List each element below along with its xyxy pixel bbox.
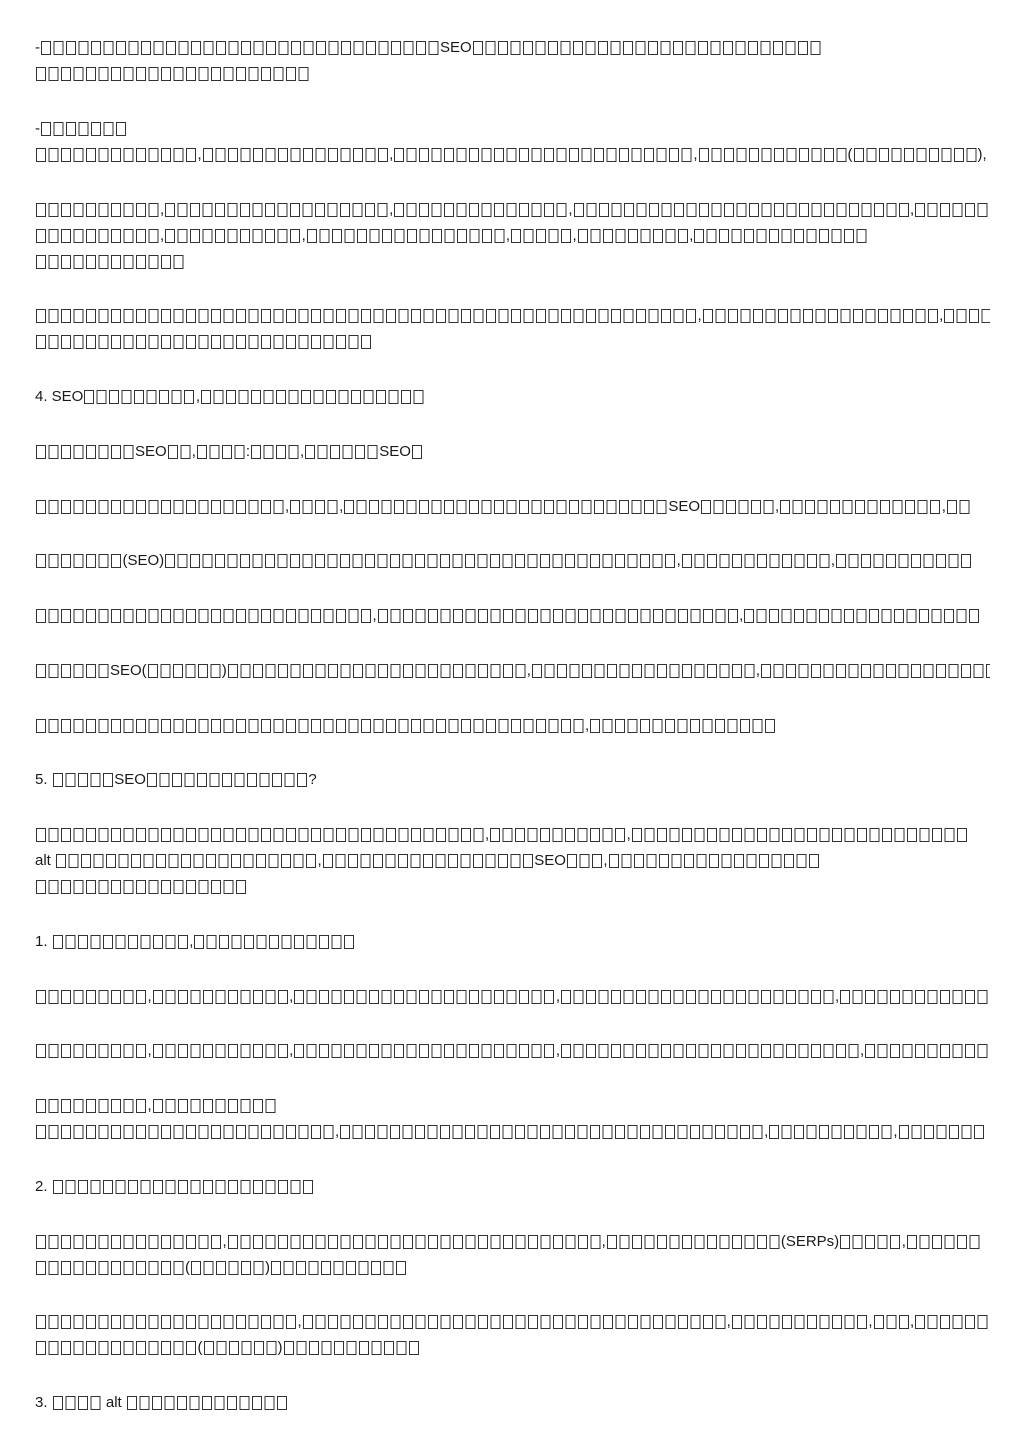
paragraph	[35, 822, 990, 900]
missing-glyph-run	[322, 848, 535, 874]
missing-glyph-run	[839, 984, 989, 1010]
missing-glyph-run	[147, 658, 222, 684]
missing-glyph-run	[608, 848, 821, 874]
text-line: 4. SEO ,	[35, 384, 990, 410]
missing-glyph-run	[52, 929, 190, 955]
paragraph	[35, 303, 990, 355]
missing-glyph-run	[393, 142, 693, 168]
missing-glyph-run	[606, 1229, 781, 1255]
missing-glyph-run	[152, 984, 290, 1010]
missing-glyph-run	[250, 439, 300, 465]
missing-glyph-run	[83, 384, 196, 410]
text-line: 3. alt	[35, 1390, 990, 1416]
missing-glyph-run	[377, 603, 740, 629]
text-line: , , , , ,	[35, 223, 990, 249]
text-line: , , , ( ),	[35, 142, 990, 168]
text-line: , , , ,	[35, 1309, 990, 1335]
missing-glyph-run	[573, 197, 911, 223]
text-line: 5. SEO ?	[35, 767, 990, 793]
missing-glyph-run	[270, 1255, 408, 1281]
missing-glyph-run	[681, 548, 831, 574]
missing-glyph-run	[914, 197, 989, 223]
missing-glyph-run	[566, 848, 604, 874]
missing-glyph-run	[35, 1038, 148, 1064]
missing-glyph-run	[768, 1119, 893, 1145]
missing-glyph-run	[289, 494, 339, 520]
missing-glyph-run	[693, 223, 868, 249]
paragraph	[35, 984, 990, 1010]
paragraph	[35, 1038, 990, 1064]
section-heading	[35, 1390, 990, 1416]
missing-glyph-run	[560, 1038, 860, 1064]
missing-glyph-run	[698, 142, 848, 168]
missing-glyph-run	[835, 548, 973, 574]
paragraph	[35, 658, 990, 684]
text-line: 2.	[35, 1174, 990, 1200]
missing-glyph-run	[35, 494, 285, 520]
text-line: ( )	[35, 1335, 990, 1361]
text-line: SEO , : , SEO	[35, 439, 990, 465]
missing-glyph-run	[489, 822, 627, 848]
missing-glyph-run	[898, 1119, 986, 1145]
missing-glyph-run	[35, 1335, 198, 1361]
missing-glyph-run	[35, 249, 185, 275]
missing-glyph-run	[35, 822, 485, 848]
missing-glyph-run	[35, 658, 110, 684]
missing-glyph-run	[35, 1093, 148, 1119]
missing-glyph-run	[873, 1309, 911, 1335]
text-line: , ,	[35, 303, 990, 329]
missing-glyph-run	[293, 1038, 556, 1064]
missing-glyph-run	[40, 116, 128, 142]
missing-glyph-run	[943, 303, 990, 329]
missing-glyph-run	[190, 1255, 265, 1281]
text-line: ,	[35, 713, 990, 739]
missing-glyph-run	[35, 874, 248, 900]
missing-glyph-run	[40, 35, 440, 61]
missing-glyph-run	[35, 713, 585, 739]
text-line: , , , ,	[35, 984, 990, 1010]
missing-glyph-run	[839, 1229, 902, 1255]
paragraph	[35, 35, 990, 87]
missing-glyph-run	[35, 1255, 185, 1281]
missing-glyph-run	[35, 329, 373, 355]
section-heading	[35, 1174, 990, 1200]
paragraph	[35, 197, 990, 275]
missing-glyph-run	[914, 1309, 989, 1335]
text-line: 1. ,	[35, 929, 990, 955]
missing-glyph-run	[35, 603, 373, 629]
text-line: , ,	[35, 603, 990, 629]
missing-glyph-run	[200, 384, 425, 410]
missing-glyph-run	[293, 984, 556, 1010]
missing-glyph-run	[411, 439, 424, 465]
paragraph	[35, 603, 990, 629]
text-line: ,	[35, 1093, 990, 1119]
missing-glyph-run	[304, 439, 379, 465]
missing-glyph-run	[510, 223, 573, 249]
missing-glyph-run	[193, 929, 356, 955]
missing-glyph-run	[227, 1229, 602, 1255]
missing-glyph-run	[152, 1038, 290, 1064]
missing-glyph-run	[35, 303, 698, 329]
missing-glyph-run	[164, 548, 677, 574]
missing-glyph-run	[393, 197, 568, 223]
missing-glyph-run	[164, 223, 302, 249]
missing-glyph-run	[589, 713, 777, 739]
missing-glyph-run	[35, 142, 198, 168]
paragraph	[35, 494, 990, 520]
missing-glyph-run	[55, 848, 318, 874]
missing-glyph-run	[35, 984, 148, 1010]
paragraph	[35, 1229, 990, 1281]
document-body	[35, 35, 990, 1445]
text-line	[35, 874, 990, 900]
paragraph	[35, 548, 990, 574]
missing-glyph-run	[743, 603, 981, 629]
text-line: , , (SERPs) ,	[35, 1229, 990, 1255]
missing-glyph-run	[227, 658, 527, 684]
missing-glyph-run	[853, 142, 978, 168]
missing-glyph-run	[700, 494, 775, 520]
text-line	[35, 61, 990, 87]
text-line: -	[35, 116, 990, 142]
text-line: , , , ,	[35, 1038, 990, 1064]
missing-glyph-run	[35, 1119, 335, 1145]
text-line	[35, 249, 990, 275]
missing-glyph-run	[52, 1174, 315, 1200]
missing-glyph-run	[343, 494, 668, 520]
missing-glyph-run	[577, 223, 690, 249]
missing-glyph-run	[196, 439, 246, 465]
section-heading	[35, 767, 990, 793]
missing-glyph-run	[531, 658, 756, 684]
missing-glyph-run	[702, 303, 940, 329]
paragraph	[35, 1309, 990, 1361]
missing-glyph-run	[779, 494, 942, 520]
section-heading	[35, 384, 990, 410]
missing-glyph-run	[35, 61, 310, 87]
missing-glyph-run	[472, 35, 822, 61]
missing-glyph-run	[202, 142, 390, 168]
text-line: , , SEO , ,	[35, 494, 990, 520]
text-line: , ,	[35, 822, 990, 848]
missing-glyph-run	[35, 197, 160, 223]
missing-glyph-run	[906, 1229, 981, 1255]
missing-glyph-run	[35, 1229, 223, 1255]
text-line: SEO( ) , ,	[35, 658, 990, 684]
missing-glyph-run	[306, 223, 506, 249]
missing-glyph-run	[302, 1309, 727, 1335]
missing-glyph-run	[203, 1335, 278, 1361]
text-line: , , ,	[35, 1119, 990, 1145]
missing-glyph-run	[164, 197, 389, 223]
missing-glyph-run	[52, 767, 115, 793]
text-line: alt , SEO ,	[35, 848, 990, 874]
missing-glyph-run	[35, 223, 160, 249]
missing-glyph-run	[283, 1335, 421, 1361]
text-line	[35, 329, 990, 355]
missing-glyph-run	[146, 767, 309, 793]
missing-glyph-run	[152, 1093, 277, 1119]
paragraph	[35, 713, 990, 739]
missing-glyph-run	[864, 1038, 989, 1064]
paragraph	[35, 439, 990, 465]
text-line: ( )	[35, 1255, 990, 1281]
text-line: , , , ,	[35, 197, 990, 223]
missing-glyph-run	[560, 984, 835, 1010]
text-line: (SEO) , ,	[35, 548, 990, 574]
section-heading	[35, 929, 990, 955]
paragraph	[35, 1093, 990, 1145]
missing-glyph-run	[760, 658, 990, 684]
text-line: - SEO	[35, 35, 990, 61]
missing-glyph-run	[35, 548, 123, 574]
missing-glyph-run	[52, 1390, 102, 1416]
missing-glyph-run	[167, 439, 192, 465]
missing-glyph-run	[35, 439, 135, 465]
missing-glyph-run	[339, 1119, 764, 1145]
missing-glyph-run	[731, 1309, 869, 1335]
missing-glyph-run	[35, 1309, 298, 1335]
missing-glyph-run	[631, 822, 969, 848]
missing-glyph-run	[946, 494, 971, 520]
paragraph	[35, 116, 990, 168]
missing-glyph-run	[126, 1390, 289, 1416]
